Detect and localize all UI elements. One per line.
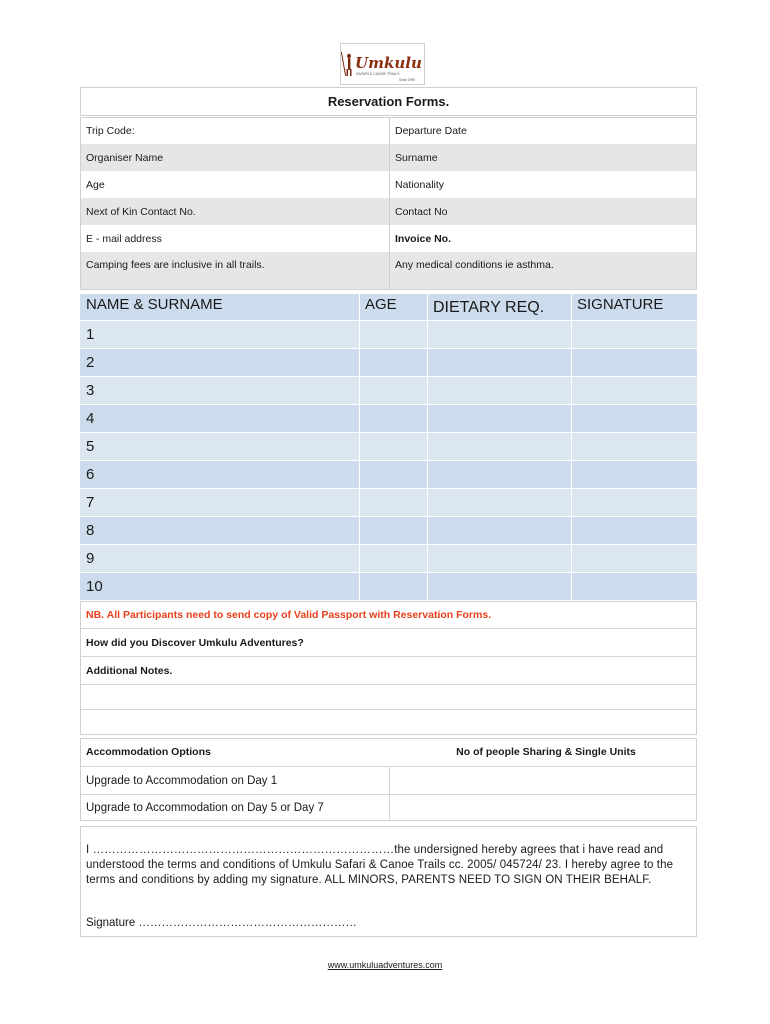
upgrade-day5-label: Upgrade to Accommodation on Day 5 or Day 7	[86, 802, 324, 814]
passport-notice: NB. All Participants need to send copy of Valid Passport with Reservation Forms.	[86, 608, 492, 621]
participant-signature-cell[interactable]	[571, 321, 697, 348]
additional-notes-label[interactable]: Additional Notes.	[86, 664, 173, 677]
participant-age-cell[interactable]	[359, 573, 427, 600]
notes-line-1[interactable]	[80, 685, 697, 709]
logo-since: Since 1995	[399, 78, 415, 82]
upgrade-day5-input[interactable]	[389, 795, 697, 821]
participant-name-cell[interactable]: 1	[80, 321, 359, 348]
departure-date-field[interactable]: Departure Date	[389, 117, 697, 144]
trip-code-field[interactable]: Trip Code:	[80, 117, 389, 144]
participant-age-cell[interactable]	[359, 349, 427, 376]
participant-age-cell[interactable]	[359, 321, 427, 348]
header-age: AGE	[359, 294, 427, 320]
participant-signature-cell[interactable]	[571, 517, 697, 544]
participant-age-cell[interactable]	[359, 489, 427, 516]
participant-dietary-cell[interactable]	[427, 489, 571, 516]
participant-name-cell[interactable]: 5	[80, 433, 359, 460]
participant-name-cell[interactable]: 7	[80, 489, 359, 516]
logo-subtitle: SAFARI & CANOE TRAILS	[356, 72, 400, 76]
participant-dietary-cell[interactable]	[427, 517, 571, 544]
participant-dietary-cell[interactable]	[427, 433, 571, 460]
participant-dietary-cell[interactable]	[427, 377, 571, 404]
surname-field[interactable]: Surname	[389, 144, 697, 171]
age-field[interactable]: Age	[80, 171, 389, 198]
camping-fees-note: Camping fees are inclusive in all trails.	[80, 252, 389, 289]
divider	[389, 766, 390, 821]
notes-line-2[interactable]	[80, 710, 697, 734]
participant-name-cell[interactable]: 6	[80, 461, 359, 488]
company-logo	[340, 43, 425, 85]
upgrade-day1-label: Upgrade to Accommodation on Day 1	[86, 774, 278, 787]
participant-name-cell[interactable]: 3	[80, 377, 359, 404]
participant-age-cell[interactable]	[359, 377, 427, 404]
column-divider	[571, 294, 572, 601]
organiser-name-field[interactable]: Organiser Name	[80, 144, 389, 171]
upgrade-day1-input[interactable]	[389, 767, 697, 794]
participant-signature-cell[interactable]	[571, 545, 697, 572]
participant-signature-cell[interactable]	[571, 377, 697, 404]
contact-no-field[interactable]: Contact No	[389, 198, 697, 225]
discover-question[interactable]: How did you Discover Umkulu Adventures?	[86, 636, 304, 649]
header-dietary: DIETARY REQ.	[427, 294, 571, 320]
header-name-surname: NAME & SURNAME	[80, 294, 359, 320]
column-divider	[359, 294, 360, 601]
participant-name-cell[interactable]: 8	[80, 517, 359, 544]
agreement-text: I ……………………………………………………………………the undersigned hereby agrees that i have read and understood the terms and conditions of Umkulu Safari & Canoe Trails cc. 2005/ 045724/ 23. I hereby agree to the terms and conditions by adding my signature. ALL MINORS, PARENTS NEED TO SIGN ON THEIR BEHALF.	[86, 844, 674, 886]
participant-dietary-cell[interactable]	[427, 461, 571, 488]
participant-age-cell[interactable]	[359, 545, 427, 572]
participant-signature-cell[interactable]	[571, 433, 697, 460]
participant-name-cell[interactable]: 2	[80, 349, 359, 376]
footer-website-link[interactable]: www.umkuluadventures.com	[327, 960, 443, 970]
participant-age-cell[interactable]	[359, 405, 427, 432]
participant-signature-cell[interactable]	[571, 573, 697, 600]
info-divider	[389, 117, 390, 290]
participant-dietary-cell[interactable]	[427, 321, 571, 348]
header-signature: SIGNATURE	[571, 294, 697, 320]
participant-signature-cell[interactable]	[571, 489, 697, 516]
form-title: Reservation Forms.	[327, 94, 450, 109]
participant-signature-cell[interactable]	[571, 405, 697, 432]
nationality-field[interactable]: Nationality	[389, 171, 697, 198]
participant-age-cell[interactable]	[359, 461, 427, 488]
accommodation-options-header: Accommodation Options	[86, 746, 211, 758]
medical-conditions-field[interactable]: Any medical conditions ie asthma.	[389, 252, 697, 289]
signature-line[interactable]: Signature …………………………………………………	[86, 917, 357, 929]
participant-dietary-cell[interactable]	[427, 349, 571, 376]
logo-wordmark: Umkulu	[355, 54, 422, 72]
next-of-kin-field[interactable]: Next of Kin Contact No.	[80, 198, 389, 225]
participant-signature-cell[interactable]	[571, 349, 697, 376]
participant-dietary-cell[interactable]	[427, 405, 571, 432]
participant-name-cell[interactable]: 4	[80, 405, 359, 432]
invoice-no-field[interactable]: Invoice No.	[389, 225, 697, 252]
participant-dietary-cell[interactable]	[427, 545, 571, 572]
email-field[interactable]: E - mail address	[80, 225, 389, 252]
participant-dietary-cell[interactable]	[427, 573, 571, 600]
participant-age-cell[interactable]	[359, 517, 427, 544]
participant-age-cell[interactable]	[359, 433, 427, 460]
participant-name-cell[interactable]: 9	[80, 545, 359, 572]
column-divider	[427, 294, 428, 601]
sharing-units-header: No of people Sharing & Single Units	[456, 746, 636, 758]
participant-signature-cell[interactable]	[571, 461, 697, 488]
participant-name-cell[interactable]: 10	[80, 573, 359, 600]
